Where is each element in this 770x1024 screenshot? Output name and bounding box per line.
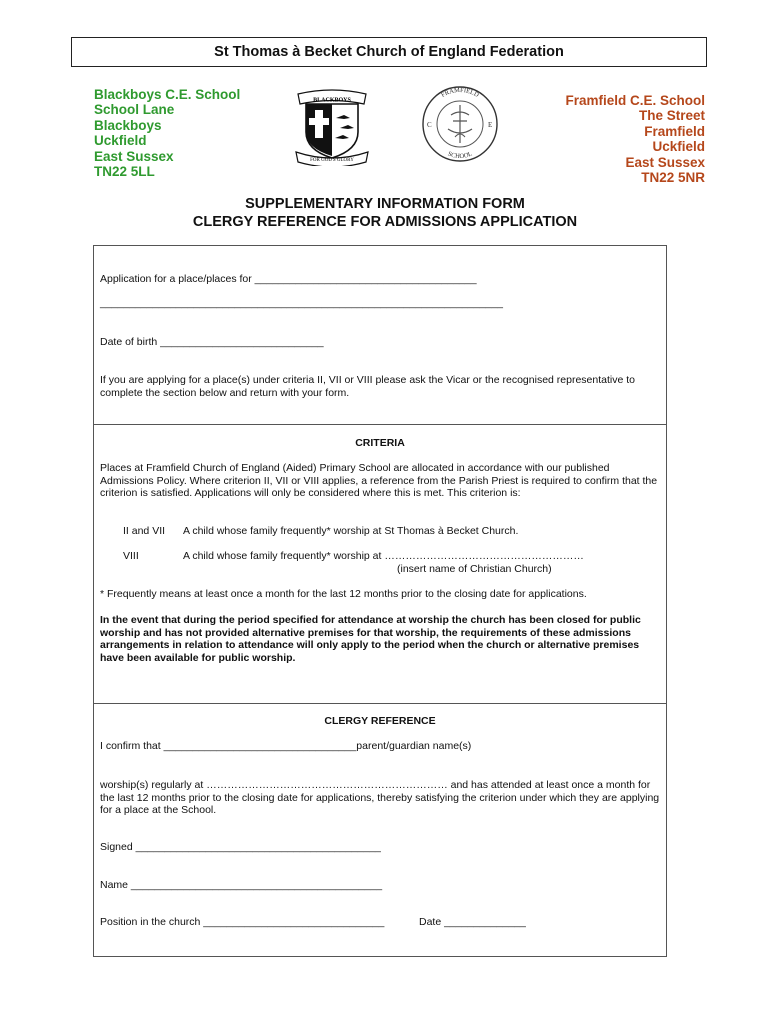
instruction-text: If you are applying for a place(s) under criteria II, VII or VIII please ask the Vicar or the recognised representative to complete the section below and return with your form. [100, 374, 635, 399]
address-line: TN22 5LL [94, 164, 155, 180]
date-field[interactable]: Date ______________ [419, 916, 526, 928]
svg-text:FRAMFIELD: FRAMFIELD [440, 86, 480, 99]
criteria-item-text: A child whose family frequently* worship at St Thomas à Becket Church. [183, 525, 519, 537]
address-line: East Sussex [625, 154, 705, 170]
confirm-parent-field[interactable]: I confirm that _________________________________parent/guardian name(s) [100, 740, 472, 752]
date-of-birth-field[interactable]: Date of birth ____________________________ [100, 336, 324, 348]
svg-text:C: C [427, 121, 432, 129]
position-in-church-field[interactable]: Position in the church _______________________________ [100, 916, 385, 928]
criteria-heading: CRITERIA [355, 437, 405, 449]
signed-field[interactable]: Signed __________________________________________ [100, 841, 381, 853]
application-continuation-field[interactable]: _____________________________________________________________________ [100, 297, 503, 309]
federation-title: St Thomas à Becket Church of England Federation [71, 37, 707, 67]
address-line: Framfield [644, 123, 705, 139]
address-line: School Lane [94, 102, 175, 118]
blackboys-school-crest [290, 88, 374, 166]
address-line: The Street [638, 108, 705, 124]
blackboys-school-address [94, 87, 240, 179]
address-line: Uckfield [94, 133, 147, 149]
worship-statement[interactable]: worship(s) regularly at …………………………………………………………… and has attended at least once a month for the last 12 months prior to the closing date for applications, thereby satisfying the criterion under which they are applying for a place at the School. [100, 779, 660, 817]
svg-text:E: E [488, 121, 493, 129]
form-title: SUPPLEMENTARY INFORMATION FORM [245, 196, 525, 212]
criteria-item-note: (insert name of Christian Church) [397, 563, 552, 575]
address-line: TN22 5NR [641, 170, 705, 186]
criteria-intro: Places at Framfield Church of England (Aided) Primary School are allocated in accordance with our published Admissions Policy. Where criterion II, VII or VIII applies, a reference from the Parish Priest is required to confirm that the criterion is satisfied. Applications will only be considered where this is met. This criterion is: [100, 462, 658, 500]
closure-note: In the event that during the period specified for attendance at worship the church has been closed for public worship and has not provided alternative premises for that worship, the requirements of these admissions arrangements in relation to attendance will only apply to the period when the church or alternative premises have been available for public worship. [100, 614, 641, 664]
framfield-school-seal [417, 85, 503, 163]
address-line: Uckfield [652, 139, 705, 155]
clergy-reference-heading: CLERGY REFERENCE [324, 715, 436, 727]
criteria-item-label: II and VII [123, 525, 166, 537]
address-line: Framfield C.E. School [565, 93, 705, 108]
criteria-item-text: A child whose family frequently* worship at ………………………………………………… [183, 550, 584, 562]
address-line: Blackboys C.E. School [94, 87, 241, 102]
frequency-footnote: * Frequently means at least once a month for the last 12 months prior to the closing date for applications. [100, 588, 587, 600]
address-line: East Sussex [94, 148, 174, 164]
framfield-school-address [565, 93, 705, 185]
criteria-item-label: VIII [123, 550, 139, 562]
svg-text:SCHOOL: SCHOOL [446, 150, 474, 161]
svg-text:FOR GOD'S GLORY: FOR GOD'S GLORY [310, 158, 354, 163]
application-for-field[interactable]: Application for a place/places for ______________________________________ [100, 273, 477, 285]
svg-text:BLACKBOYS: BLACKBOYS [313, 97, 351, 104]
form-subtitle: CLERGY REFERENCE FOR ADMISSIONS APPLICATION [192, 214, 578, 230]
address-line: Blackboys [94, 117, 162, 133]
name-field[interactable]: Name ___________________________________________ [100, 879, 383, 891]
